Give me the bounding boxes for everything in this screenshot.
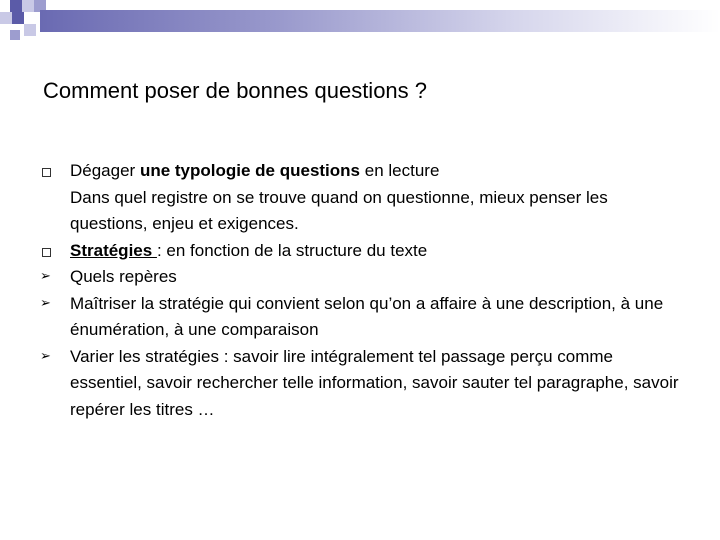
list-item (40, 238, 680, 265)
decor-square (0, 12, 12, 24)
item-bold-text: une typologie de questions (139, 161, 361, 180)
item-text: en lecture (360, 161, 440, 180)
item-text: Maîtriser la stratégie qui convient selon qu’on a affaire à une description, à une énumération, à une comparaison (70, 293, 664, 339)
list-item-continuation (40, 185, 680, 238)
item-text: Dégager (70, 161, 140, 180)
arrow-bullet-icon: ➢ (40, 269, 51, 284)
decor-square (22, 0, 34, 12)
arrow-bullet-icon: ➢ (40, 295, 51, 311)
square-bullet-icon (40, 158, 64, 184)
list-item (40, 158, 680, 185)
slide-body (40, 158, 680, 423)
item-text: : en fonction de la structure du texte (156, 240, 428, 260)
header-decoration (0, 0, 720, 48)
item-text: Varier les stratégies : savoir lire intégralement tel passage perçu comme essentiel, savoir rechercher telle information, savoir sauter tel paragraphe, savoir repérer les titres … (70, 346, 679, 419)
decor-square (12, 12, 24, 24)
decor-square (24, 24, 36, 36)
header-gradient-band (40, 10, 720, 32)
slide-title: Comment poser de bonnes questions ? (43, 78, 428, 103)
item-text: Quels repères (70, 267, 177, 286)
list-item (40, 291, 680, 344)
decor-square (10, 30, 20, 40)
item-underlined-text: Stratégies (70, 240, 157, 260)
arrow-bullet-icon: ➢ (40, 348, 51, 364)
decor-square (10, 0, 22, 12)
square-bullet-icon (40, 238, 64, 264)
item-text: Dans quel registre on se trouve quand on questionne, mieux penser les questions, enjeu et exigences. (70, 187, 608, 233)
list-item (40, 344, 680, 424)
list-item (40, 264, 680, 291)
